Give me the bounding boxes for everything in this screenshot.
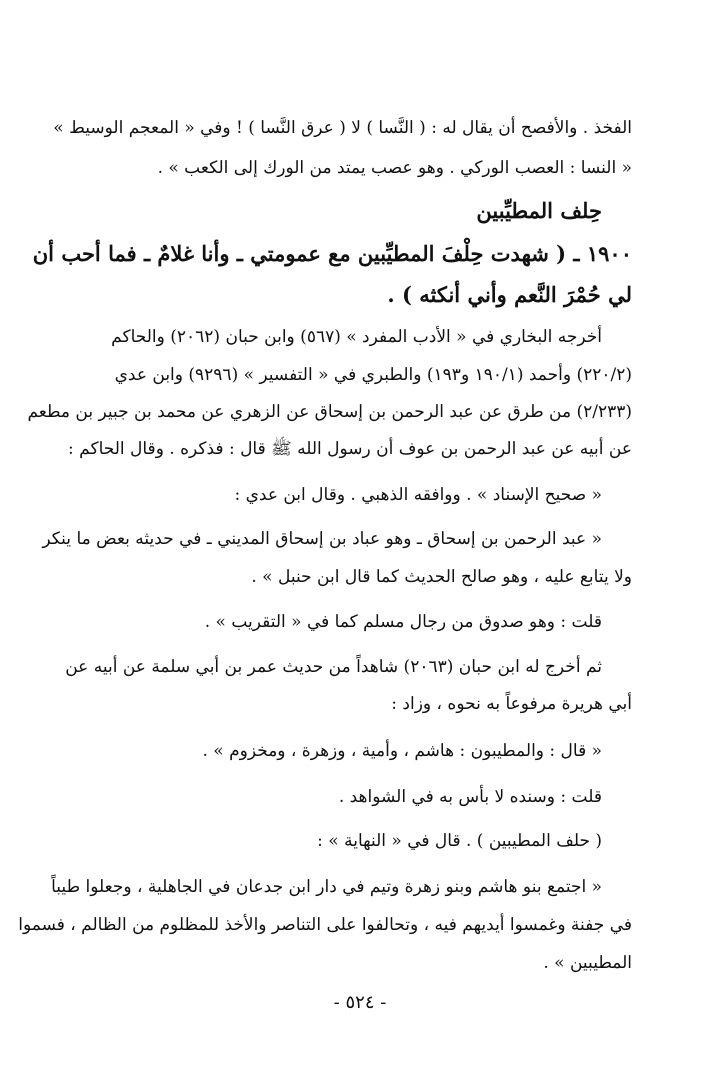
hadith-line-1: ١٩٠٠ ـ ( شهدت حِلْفَ المطيِّبين مع عمومتي ـ وأنا غلامٌ ـ فما أحب أن bbox=[32, 241, 632, 266]
takhrij-line-4: عن أبيه عن عبد الرحمن بن عوف أن رسول الله ﷺ قال : فذكره . وقال الحاكم : bbox=[68, 439, 632, 459]
quote-nihaya-line-3: المطيبين » . bbox=[543, 953, 632, 973]
intro-line-2: « النسا : العصب الوركي . وهو عصب يمتد من الورك إلى الكعب » . bbox=[157, 158, 632, 178]
qultu-2: قلت : وسنده لا بأس به في الشواهد . bbox=[338, 787, 602, 807]
takhrij-line-3: (٢/٢٣٣) من طرق عن عبد الرحمن بن إسحاق عن الزهري عن محمد بن جبير بن مطعم bbox=[27, 402, 632, 422]
qultu-1: قلت : وهو صدوق من رجال مسلم كما في « التقريب » . bbox=[204, 612, 602, 632]
quote-qala: « قال : والمطيبون : هاشم ، وأمية ، وزهرة ، ومخزوم » . bbox=[202, 741, 602, 761]
takhrij-line-2: (٢٢٠/٢) وأحمد (١٩٠/١ و١٩٣) والطبري في « التفسير » (٩٢٩٦) وابن عدي bbox=[114, 365, 632, 385]
ibn-hibban-line-1: ثم أخرج له ابن حبان (٢٠٦٣) شاهداً من حديث عمر بن أبي سلمة عن أبيه عن bbox=[65, 657, 602, 677]
nihaya-reference: ( حلف المطيبين ) . قال في « النهاية » : bbox=[317, 831, 602, 851]
ibn-hibban-line-2: أبي هريرة مرفوعاً به نحوه ، وزاد : bbox=[391, 694, 632, 714]
intro-line-1: الفخذ . والأفصح أن يقال له : ( النَّسا ) لا ( عرق النَّسا ) ! وفي « المعجم الوسيط » bbox=[53, 118, 632, 138]
quote-ibn-adi-line-1: « عبد الرحمن بن إسحاق ـ وهو عباد بن إسحاق المديني ـ في حديثه بعض ما ينكر bbox=[42, 529, 602, 549]
takhrij-line-1: أخرجه البخاري في « الأدب المفرد » (٥٦٧) وابن حبان (٢٠٦٢) والحاكم bbox=[111, 327, 602, 347]
page-number: - ٥٢٤ - bbox=[333, 992, 387, 1013]
quote-hakim: « صحيح الإسناد » . ووافقه الذهبي . وقال ابن عدي : bbox=[234, 485, 602, 505]
quote-ibn-adi-line-2: ولا يتابع عليه ، وهو صالح الحديث كما قال ابن حنبل » . bbox=[251, 567, 632, 587]
quote-nihaya-line-2: في جفنة وغمسوا أيديهم فيه ، وتحالفوا على التناصر والأخذ للمظلوم من الظالم ، فسموا bbox=[18, 915, 632, 935]
hadith-line-2: لي حُمْرَ النَّعم وأني أنكثه ) . bbox=[387, 282, 632, 307]
section-title: حِلف المطيِّبين bbox=[476, 198, 602, 223]
quote-nihaya-line-1: « اجتمع بنو هاشم وبنو زهرة وتيم في دار ابن جدعان في الجاهلية ، وجعلوا طيباً bbox=[51, 877, 602, 897]
